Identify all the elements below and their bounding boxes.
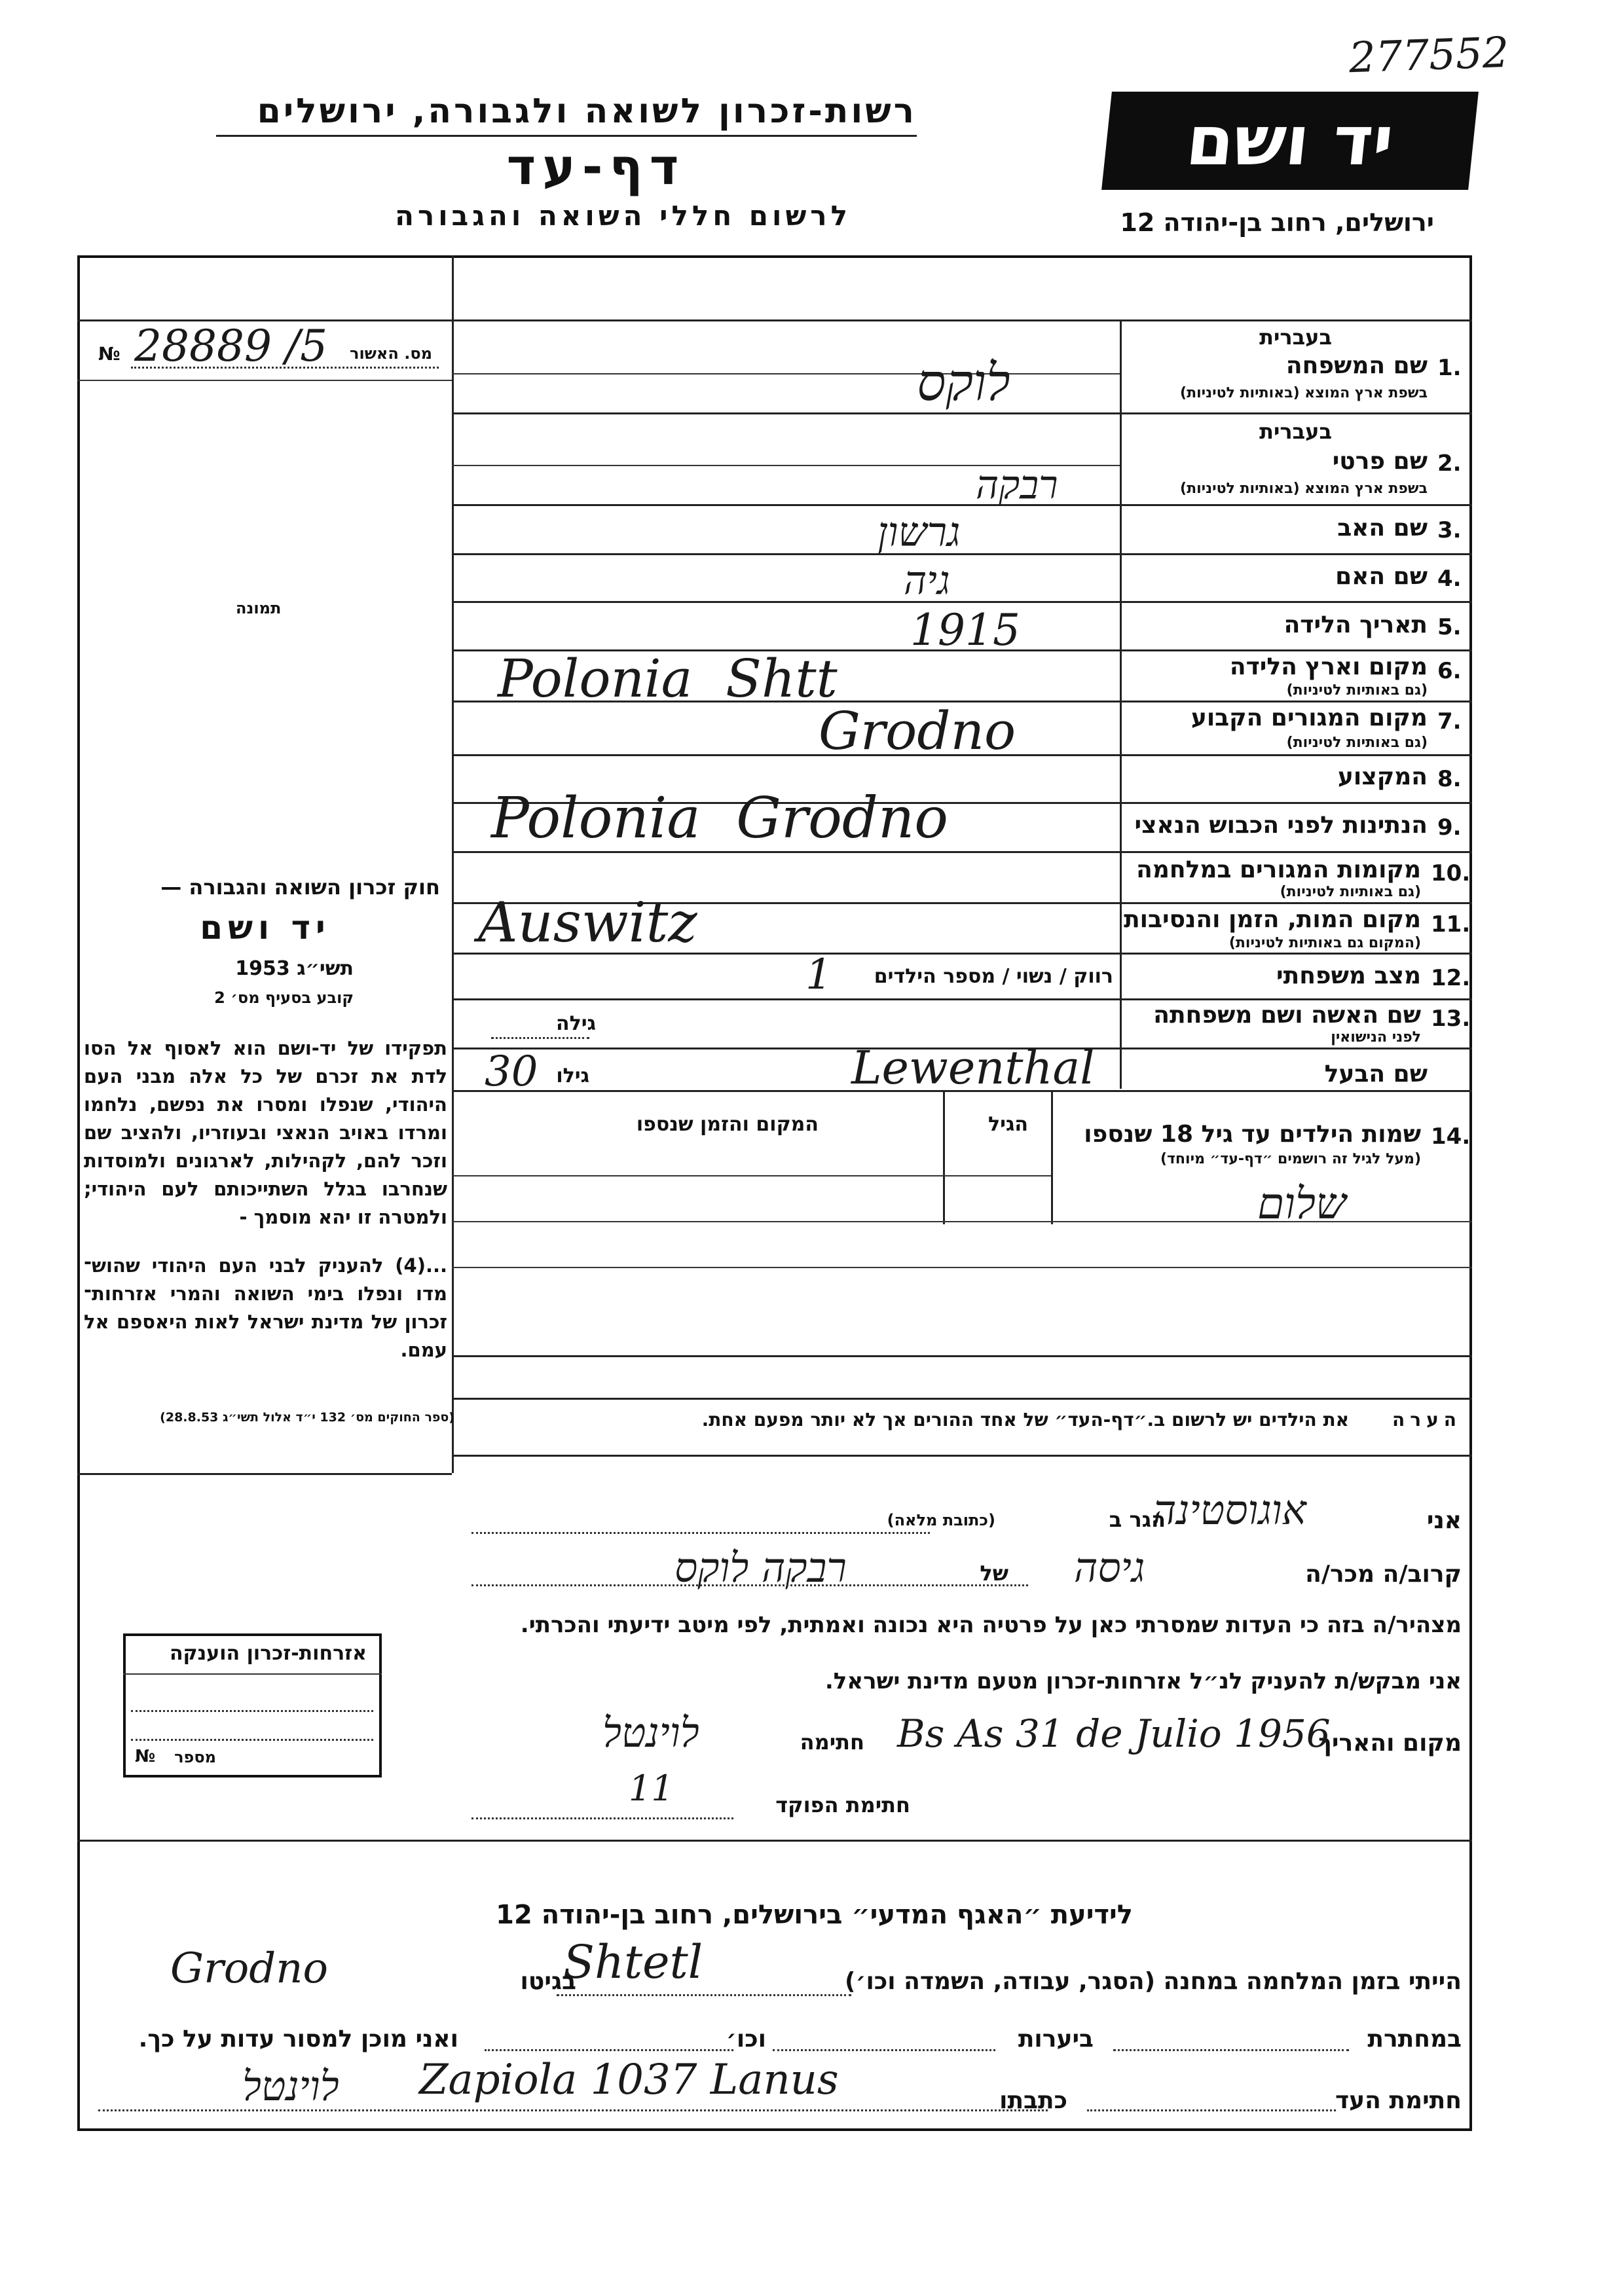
header-address: ירושלים, רחוב בן-יהודה 12 — [1120, 208, 1434, 237]
field-12-label: מצב משפחתי — [1276, 962, 1421, 989]
children-label: שמות הילדים עד גיל 18 שנספו — [1084, 1121, 1421, 1148]
field-1-hebrew-value: לוקס — [917, 354, 1010, 412]
field-1-sub: בשפת ארץ המוצא (באותיות לטיניות) — [1180, 385, 1428, 401]
decl-of-name: רבקה לוקס — [674, 1544, 847, 1592]
husband-label: שם הבעל — [1324, 1061, 1428, 1087]
knowledge-witness-line — [1087, 2109, 1336, 2111]
decl-residing: הגר ב — [1109, 1507, 1166, 1532]
field-6-num: 6. — [1437, 658, 1462, 684]
field-6-value: Polonia Shtt — [498, 648, 838, 709]
approval-number: 28889 /5 — [134, 321, 328, 371]
knowledge-forest-label: ביערות — [1018, 2026, 1094, 2052]
archive-number: 277552 — [1348, 28, 1510, 83]
children-header-line — [452, 1175, 1051, 1176]
note-label: הערה — [1392, 1409, 1462, 1430]
citizenship-no-mark: № — [135, 1747, 156, 1766]
field-12-num: 12. — [1431, 965, 1471, 991]
field-2-hebrew-value: רבקה — [976, 462, 1058, 508]
citizenship-title: אזרחות-זכרון הוענקה — [169, 1642, 367, 1665]
citizenship-line-1 — [131, 1710, 373, 1712]
field-3-label: שם האב — [1337, 515, 1428, 541]
law-name: יד ושם — [200, 909, 331, 947]
authority-name: רשות-זכרון לשואה ולגבורה, ירושלים — [257, 92, 917, 131]
field-5-num: 5. — [1437, 614, 1462, 640]
field-7-value: Grodno — [819, 701, 1016, 761]
row-line-1 — [452, 412, 1472, 414]
field-1-num: 1. — [1437, 355, 1462, 381]
field-5-label: תאריך הלידה — [1283, 611, 1428, 638]
field-9-label: הנתינות לפני הכבוש הנאצי — [1134, 812, 1428, 839]
field-2-heb-tag: בעברית — [1259, 419, 1332, 444]
field-5-value: 1915 — [910, 605, 1020, 655]
approval-label: מס. האשור — [350, 344, 432, 363]
field-8-label: המקצוע — [1337, 763, 1428, 790]
knowledge-witness-label: חתימת העד — [1335, 2087, 1462, 2114]
children-row-line-2 — [452, 1267, 1472, 1268]
decl-place-date: Bs As 31 de Julio 1956 — [897, 1711, 1331, 1756]
citizenship-number-label: מספר — [174, 1748, 216, 1766]
knowledge-willing: ואני מוכן למסור עדות על כך. — [138, 2026, 458, 2052]
field-11-label: מקום המות, הזמן והנסיבות — [1124, 906, 1421, 933]
knowledge-etc-label: וכו׳ — [726, 2026, 766, 2052]
approval-box-line — [77, 380, 452, 381]
children-col-divider-2 — [943, 1090, 945, 1224]
field-13-label: שם האשה ושם משפחתה — [1153, 1002, 1421, 1029]
knowledge-ghetto-label: בגיטו — [520, 1968, 576, 1995]
knowledge-camp-line — [557, 1994, 851, 1996]
field-7-label: מקום המגורים הקבוע — [1190, 704, 1428, 731]
children-col-divider-1 — [1051, 1090, 1053, 1224]
decl-signature-label: חתימה — [800, 1730, 864, 1755]
row-line-9 — [452, 851, 1472, 853]
citizenship-title-line — [123, 1673, 382, 1675]
law-reference: (ספר החוקים מס׳ 132 י״ד אלול תשי״ג 28.8.53) — [160, 1410, 454, 1425]
decl-relative-label: קרוב/ה מכר/ה — [1305, 1561, 1462, 1588]
husband-age: 30 — [485, 1048, 538, 1096]
law-title: חוק זכרון השואה והגבורה — — [160, 875, 440, 900]
note-text: את הילדים יש לרשום ב.״דף-העד״ של אחד ההורים אך לא יותר מפעם אחת. — [701, 1409, 1349, 1430]
field-10-num: 10. — [1431, 860, 1471, 886]
field-7-sub: (גם באותיות לטיניות) — [1286, 735, 1428, 751]
knowledge-separator — [77, 1840, 1472, 1842]
field-4-num: 4. — [1437, 566, 1462, 592]
field-13-num: 13. — [1431, 1006, 1471, 1032]
husband-age-label: גילו — [556, 1065, 589, 1087]
decl-place-date-label: מקום והאריך — [1318, 1730, 1462, 1757]
knowledge-etc-line — [485, 2049, 733, 2051]
decl-relation: גיסה — [1074, 1544, 1145, 1592]
logo-text: יד ושם — [1183, 101, 1397, 181]
field-6-label: מקום וארץ הלידה — [1229, 653, 1428, 680]
field-11-num: 11. — [1431, 911, 1471, 938]
citizenship-line-2 — [131, 1739, 373, 1741]
law-para-1: תפקידו של יד-ושם הוא לאסוף אל הסו לדת את זכרם של כל אלה מבני העם היהודי, שנפלו ומסרו את נפשם, נלחמו ומרדו באויב הנאצי ובעוזריו, ולהציב שם וזכר להם, לקהילות, לארגונים ולמוסדות שנחרבו בגלל השתייכותם לעם היהודי; ולמטרה זו יהא מוסמך - — [84, 1037, 447, 1228]
approval-no-mark: № — [98, 343, 120, 365]
field-10-sub: (גם באותיות לטיניות) — [1280, 884, 1421, 900]
row-line-2 — [452, 504, 1472, 506]
field-10-label: מקומות המגורים במלחמה — [1136, 856, 1421, 883]
field-2-sub: בשפת ארץ המוצא (באותיות לטיניות) — [1180, 481, 1428, 497]
children-sub: (מעל לגיל זה רושמים ״דף-עד״ מיוחד) — [1160, 1151, 1421, 1167]
field-7-num: 7. — [1437, 708, 1462, 735]
children-row-line-3 — [452, 1355, 1472, 1357]
knowledge-ghetto-value: Grodno — [170, 1944, 328, 1993]
field-2-label: שם פרטי — [1332, 448, 1428, 475]
row-line-4 — [452, 601, 1472, 603]
note-top-line — [452, 1398, 1472, 1400]
husband-name: Lewenthal — [851, 1041, 1095, 1095]
wife-age-label: גילה — [556, 1012, 596, 1035]
field-4-label: שם האם — [1335, 563, 1428, 590]
decl-of-line — [471, 1584, 1028, 1586]
decl-address-line — [471, 1532, 930, 1534]
knowledge-hiding-label: במחתרת — [1367, 2026, 1462, 2052]
left-column-divider — [452, 255, 454, 1473]
wife-age-dots — [491, 1037, 589, 1039]
children-col-age: הגיל — [988, 1113, 1028, 1136]
field-6-sub: (גם באותיות לטיניות) — [1286, 682, 1428, 699]
approval-underline — [131, 367, 439, 369]
label-column-divider — [1120, 319, 1122, 1089]
law-year: תשי״ג 1953 — [235, 957, 354, 980]
header-rule — [216, 135, 917, 137]
form-subtitle: לרשום חללי השואה והגבורה — [395, 200, 851, 232]
left-bottom-line — [77, 1473, 452, 1475]
field-3-num: 3. — [1437, 517, 1462, 543]
children-col-place: המקום והזמן שנספו — [636, 1113, 819, 1136]
children-count: 1 — [805, 951, 832, 999]
note-bottom-line — [452, 1455, 1472, 1457]
field-11-sub: (המקום גם באותיות לטיניות) — [1228, 935, 1421, 951]
field-9-value: Polonia Grodno — [491, 786, 949, 851]
field-11-value: Auswitz — [478, 890, 697, 955]
child-name-1: שלום — [1257, 1178, 1346, 1229]
decl-full-address: (כתובת מלאה) — [887, 1511, 995, 1529]
row-line-1a — [452, 373, 1120, 374]
law-para-2: ...(4) להעניק לבני העם היהודי שהוש־ מדו ונפלו בימי השואה והמרי אזרחות־ זכרון של מדינת ישראל לאות היאספם אל עמם. — [84, 1254, 447, 1361]
form-title: דף-עד — [506, 137, 686, 196]
knowledge-camp-value: Shtetl — [563, 1935, 703, 1989]
field-13-sub: לפני הנישואין — [1331, 1029, 1421, 1046]
declarant-name: אוגוסטינה — [1153, 1486, 1306, 1534]
law-clause: קובע בסעיף מס׳ 2 — [214, 989, 354, 1007]
knowledge-address-value: Zapiola 1037 Lanus — [419, 2056, 839, 2104]
row-line-3 — [452, 553, 1472, 555]
row-line-12 — [452, 998, 1472, 1000]
knowledge-forest-line — [773, 2049, 995, 2051]
photo-label: תמונה — [236, 599, 282, 617]
field-2-num: 2. — [1437, 450, 1462, 477]
decl-official-sig: 11 — [629, 1768, 674, 1809]
field-1-label: שם המשפחה — [1285, 352, 1428, 379]
decl-request: אני מבקש/ת להעניק לנ״ל אזרחות-זכרון מטעם מדינת ישראל. — [824, 1668, 1462, 1694]
decl-official-label: חתימת הפוקד — [775, 1793, 910, 1817]
decl-statement: מצהיר/ה בזה כי העדות שמסרתי כאן על פרטיה היא נכונה ואמתית, לפי מיטב ידיעתי והכרתי. — [520, 1612, 1462, 1638]
children-num: 14. — [1431, 1123, 1471, 1150]
field-3-value: גרשון — [877, 508, 961, 556]
decl-of: של — [980, 1561, 1008, 1586]
knowledge-witness-sig: לוינטל — [242, 2062, 339, 2110]
field-4-value: גיה — [904, 558, 950, 604]
decl-signature: לוינטל — [602, 1709, 699, 1757]
marital-options: רווק / נשוי / מספר הילדים — [874, 965, 1113, 988]
field-8-num: 8. — [1437, 766, 1462, 792]
decl-official-line — [471, 1817, 733, 1819]
knowledge-address-label: כתבתו — [999, 2087, 1067, 2114]
knowledge-was-label: הייתי בזמן המלחמה במחנה (הסגר, עבודה, השמדה וכו׳) — [845, 1968, 1462, 1995]
field-9-num: 9. — [1437, 814, 1462, 841]
decl-ani: אני — [1426, 1507, 1462, 1534]
field-1-heb-tag: בעברית — [1259, 325, 1332, 350]
knowledge-address-line — [98, 2109, 1048, 2111]
yad-vashem-logo — [1101, 92, 1479, 190]
knowledge-hiding-line — [1113, 2049, 1349, 2051]
knowledge-title: לידיעת ״האגף המדעי״ בירושלים, רחוב בן-יהודה 12 — [496, 1900, 1133, 1930]
